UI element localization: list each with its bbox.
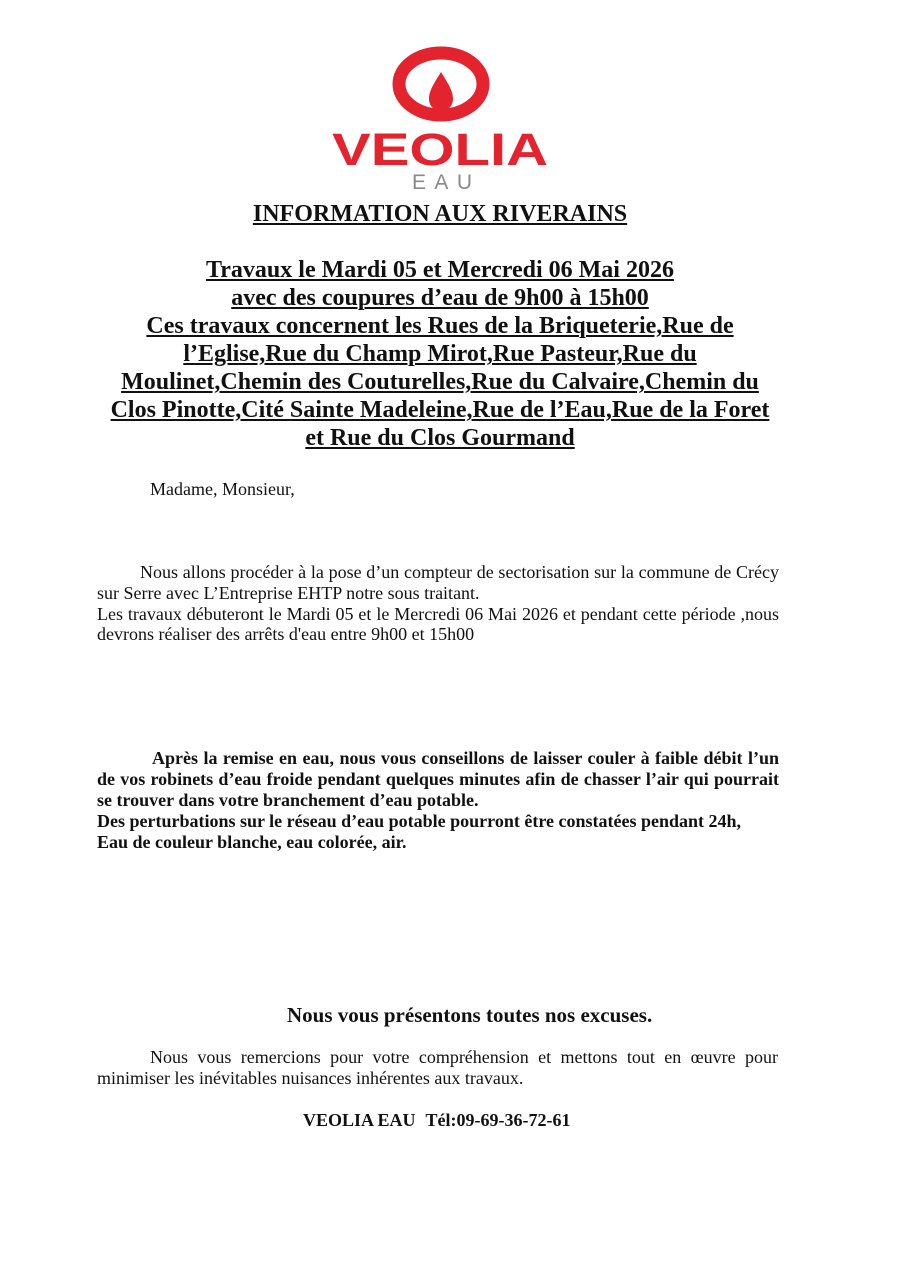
- signature-company: VEOLIA EAU: [303, 1110, 416, 1130]
- salutation: Madame, Monsieur,: [150, 479, 295, 499]
- headline-line: [0, 284, 880, 312]
- headline-line-text: l’Eglise,Rue du Champ Mirot,Rue Pasteur,Rue du: [183, 341, 697, 367]
- headline-line-text: Moulinet,Chemin des Couturelles,Rue du Calvaire,Chemin du: [121, 369, 759, 395]
- notice-title: [0, 200, 880, 228]
- signature-phone: Tél:09-69-36-72-61: [425, 1110, 571, 1130]
- paragraph-line: se trouver dans votre branchement d’eau potable.: [97, 790, 479, 810]
- headline-line-text: et Rue du Clos Gourmand: [305, 425, 575, 451]
- paragraph-thanks: [97, 1047, 779, 1089]
- headline-line: [0, 312, 880, 340]
- paragraph-line: devrons réaliser des arrêts d'eau entre 9h00 et 15h00: [97, 624, 475, 645]
- paragraph-line: Nous allons procéder à la pose d’un compteur de sectorisation sur la commune de Crécy: [140, 562, 779, 582]
- veolia-logo: [0, 0, 900, 200]
- veolia-drop-ring-icon: [399, 53, 483, 115]
- notice-title-text: INFORMATION AUX RIVERAINS: [252, 201, 628, 227]
- paragraph-line: Nous vous remercions pour votre compréhension et mettons tout en œuvre pour: [150, 1047, 778, 1067]
- headline-line-text: Ces travaux concernent les Rues de la Briqueterie,Rue de: [146, 313, 734, 339]
- paragraph-works: [97, 562, 779, 645]
- paragraph-advice: [97, 748, 779, 853]
- logo-wordmark: VEOLIA: [332, 124, 548, 175]
- paragraph-line: Les travaux débuteront le Mardi 05 et le Mercredi 06 Mai 2026 et pendant cette période ,nous: [97, 603, 779, 624]
- headline-line: [0, 340, 880, 368]
- headline-line-text: avec des coupures d’eau de 9h00 à 15h00: [231, 285, 649, 311]
- paragraph-line: sur Serre avec L’Entreprise EHTP notre sous traitant.: [97, 582, 480, 603]
- paragraph-line: Des perturbations sur le réseau d’eau potable pourront être constatées pendant 24h,: [97, 811, 741, 831]
- logo-subtitle: EAU: [412, 171, 472, 194]
- paragraph-line: Eau de couleur blanche, eau colorée, air.: [97, 832, 407, 852]
- headline-line: [0, 256, 880, 284]
- paragraph-line: de vos robinets d’eau froide pendant quelques minutes afin de chasser l’air qui pourrait: [97, 769, 779, 789]
- headline-line: [0, 368, 880, 396]
- headline-line: [0, 424, 880, 452]
- headline-line: [0, 396, 880, 424]
- signature: [303, 1110, 571, 1131]
- headline-line-text: Clos Pinotte,Cité Sainte Madeleine,Rue de l’Eau,Rue de la Foret: [110, 397, 770, 423]
- paragraph-line: Après la remise en eau, nous vous conseillons de laisser couler à faible débit l’un: [152, 748, 779, 768]
- apology-line: Nous vous présentons toutes nos excuses.: [287, 1003, 653, 1027]
- works-headline: [0, 256, 880, 452]
- logo-drop: [429, 72, 453, 111]
- paragraph-line: minimiser les inévitables nuisances inhérentes aux travaux.: [97, 1067, 524, 1088]
- headline-line-text: Travaux le Mardi 05 et Mercredi 06 Mai 2026: [206, 257, 674, 283]
